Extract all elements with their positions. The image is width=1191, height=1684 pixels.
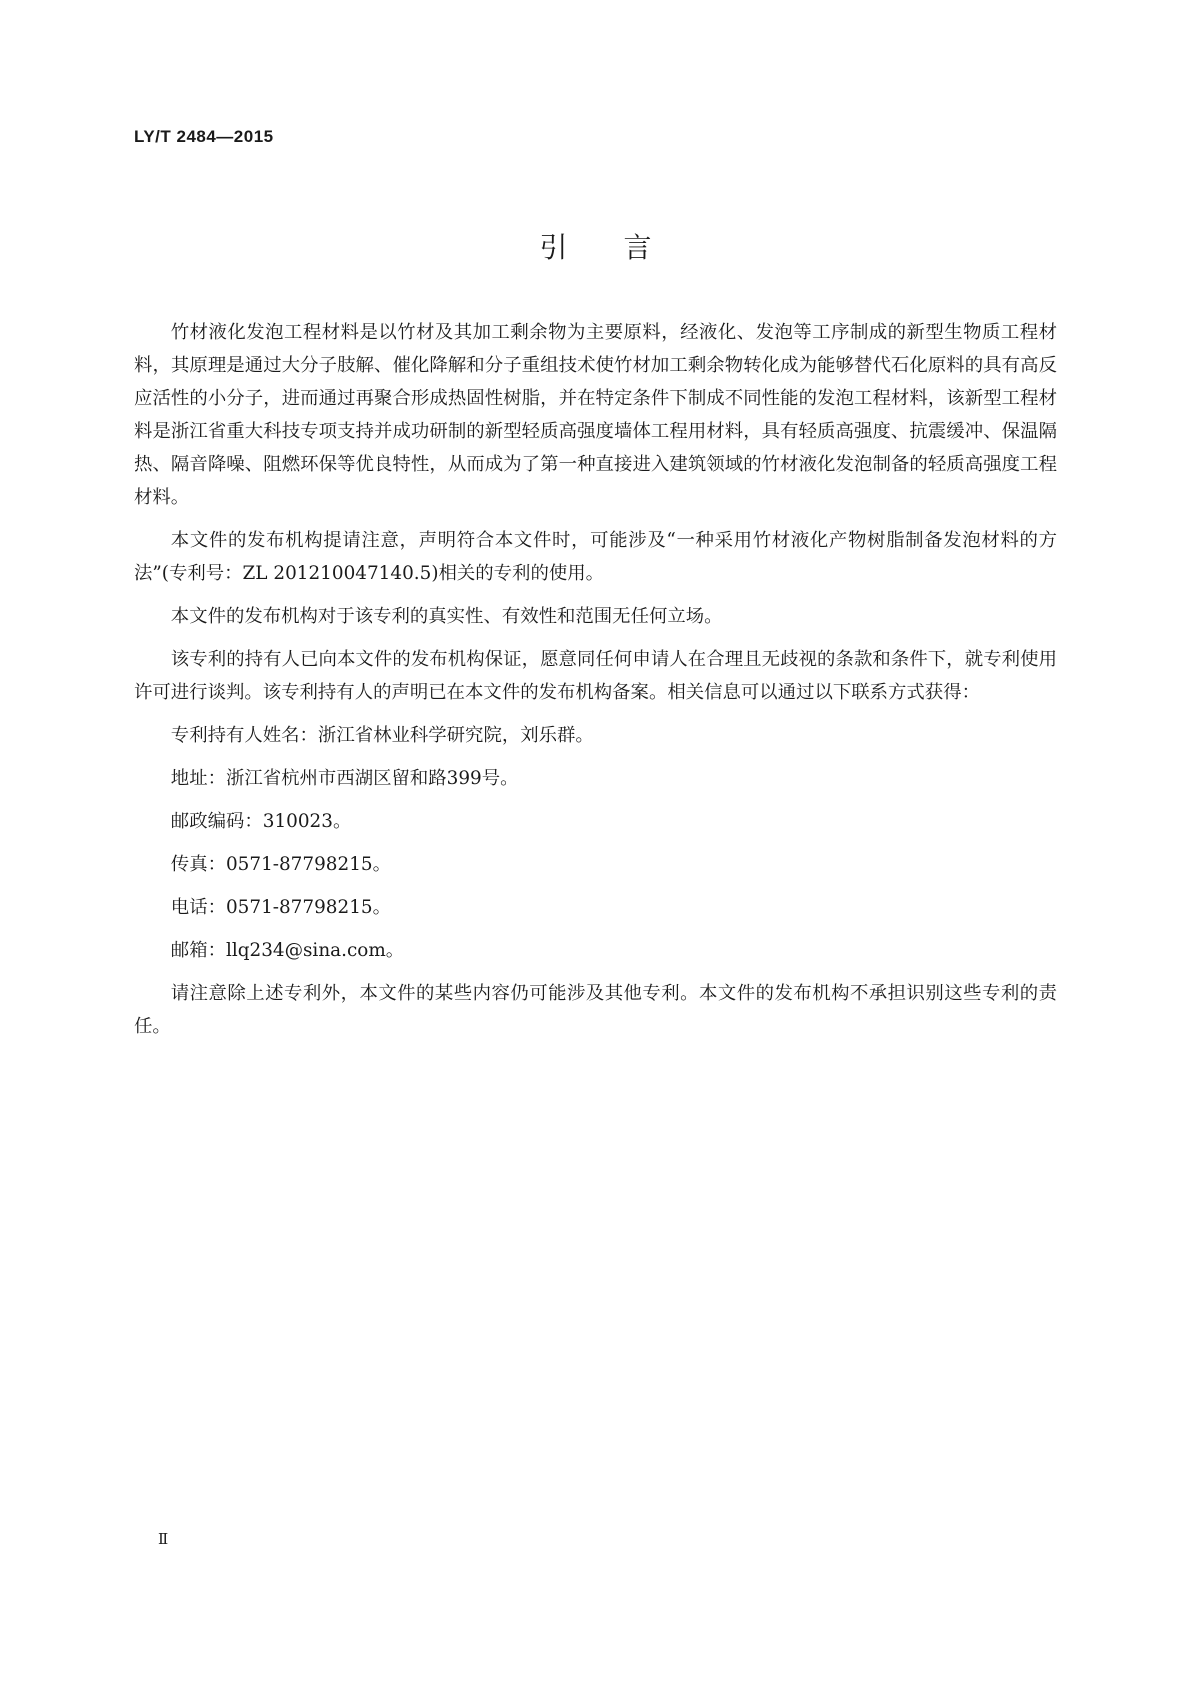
patent-notice-paragraph: 本文件的发布机构提请注意，声明符合本文件时，可能涉及“一种采用竹材液化产物树脂制备发泡材料的方法”(专利号：ZL 201210047140.5)相关的专利的使用。 xyxy=(134,530,1057,584)
document-body xyxy=(134,316,1057,1053)
standard-code: LY/T 2484—2015 xyxy=(134,127,274,146)
intro-paragraph: 竹材液化发泡工程材料是以竹材及其加工剩余物为主要原料，经液化、发泡等工序制成的新型生物质工程材料，其原理是通过大分子肢解、催化降解和分子重组技术使竹材加工剩余物转化成为能够替代石化原料的具有高反应活性的小分子，进而通过再聚合形成热固性树脂，并在特定条件下制成不同性能的发泡工程材料，该新型工程材料是浙江省重大科技专项支持并成功研制的新型轻质高强度墙体工程用材料，具有轻质高强度、抗震缓冲、保温隔热、隔音降噪、阻燃环保等优良特性，从而成为了第一种直接进入建筑领域的竹材液化发泡制备的轻质高强度工程材料。 xyxy=(134,322,1057,508)
phone-line: 电话：0571-87798215。 xyxy=(170,897,391,918)
email-line: 邮箱：llq234@sina.com。 xyxy=(170,940,405,961)
closing-paragraph: 请注意除上述专利外，本文件的某些内容仍可能涉及其他专利。本文件的发布机构不承担识别这些专利的责任。 xyxy=(134,983,1057,1037)
postcode-line: 邮政编码：310023。 xyxy=(170,811,352,832)
holder-name-line: 专利持有人姓名：浙江省林业科学研究院，刘乐群。 xyxy=(170,725,594,746)
fax-line: 传真：0571-87798215。 xyxy=(170,854,391,875)
licensing-paragraph: 该专利的持有人已向本文件的发布机构保证，愿意同任何申请人在合理且无歧视的条款和条件下，就专利使用许可进行谈判。该专利持有人的声明已在本文件的发布机构备案。相关信息可以通过以下联系方式获得： xyxy=(134,649,1057,703)
page-title: 引言 xyxy=(539,231,708,264)
page-number: Ⅱ xyxy=(158,1530,169,1548)
address-line: 地址：浙江省杭州市西湖区留和路399号。 xyxy=(170,768,519,789)
position-statement-paragraph: 本文件的发布机构对于该专利的真实性、有效性和范围无任何立场。 xyxy=(170,606,723,627)
